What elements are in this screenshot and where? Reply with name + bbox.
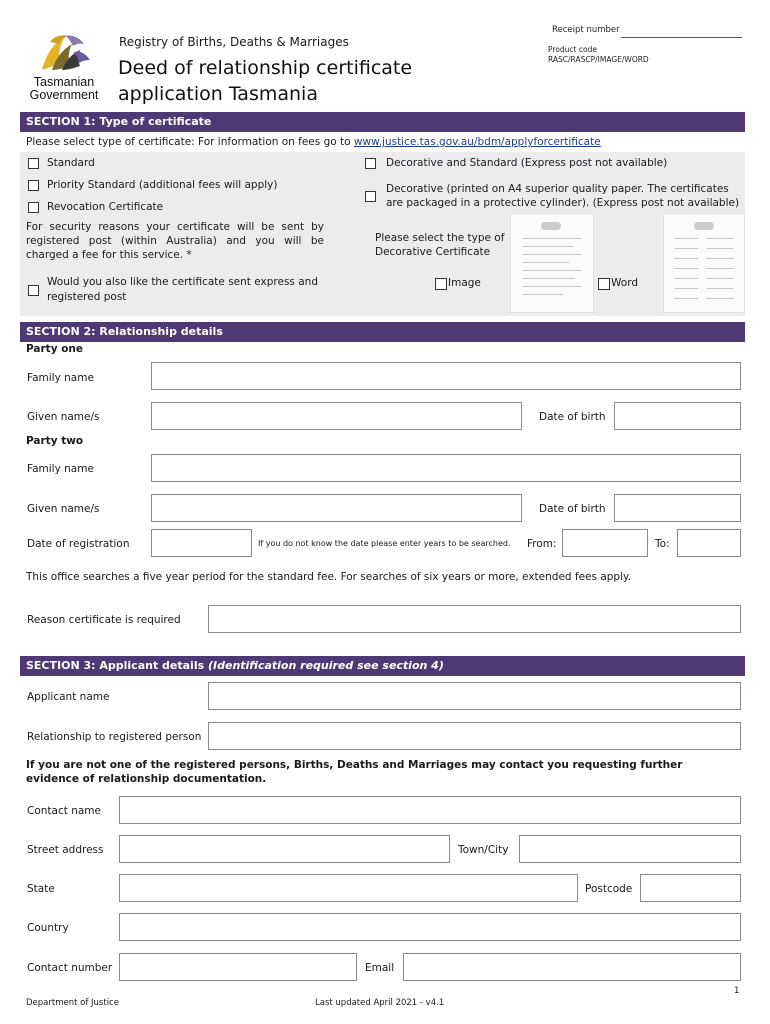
- page-title-line-2: application Tasmania: [118, 83, 318, 105]
- section-2-header: SECTION 2: Relationship details: [20, 322, 745, 342]
- contact-number-input[interactable]: [119, 953, 357, 981]
- product-code-label: Product code: [548, 45, 597, 54]
- security-note: For security reasons your certificate will be sent by registered post (within Australia) and you will be charged a fee for this service. *: [26, 221, 324, 261]
- image-certificate-preview: [510, 213, 594, 313]
- country-label: Country: [27, 922, 69, 934]
- evidence-notice-line-2: evidence of relationship documentation.: [26, 773, 267, 785]
- revocation-label: Revocation Certificate: [47, 201, 164, 213]
- decorative-type-prompt-line-1: Please select the type of: [375, 232, 505, 244]
- search-period-note: This office searches a five year period for the standard fee. For searches of six years or more, extended fees apply.: [26, 571, 632, 583]
- street-address-input[interactable]: [119, 835, 450, 863]
- state-label: State: [27, 883, 55, 895]
- party-two-dob-input[interactable]: [614, 494, 741, 522]
- search-from-label: From:: [527, 538, 557, 550]
- years-search-note: If you do not know the date please enter years to be searched.: [258, 539, 511, 548]
- logo-line-1: Tasmanian: [33, 75, 95, 89]
- street-address-label: Street address: [27, 844, 104, 856]
- party-one-heading: Party one: [26, 343, 84, 355]
- email-input[interactable]: [403, 953, 741, 981]
- section-3-title: SECTION 3: Applicant details: [26, 659, 208, 672]
- date-of-registration-input[interactable]: [151, 529, 252, 557]
- image-label: Image: [448, 277, 481, 289]
- image-checkbox[interactable]: [435, 278, 447, 290]
- party-two-family-name-label: Family name: [27, 463, 94, 475]
- decorative-and-standard-checkbox[interactable]: [365, 158, 376, 169]
- party-one-given-names-input[interactable]: [151, 402, 522, 430]
- state-input[interactable]: [119, 874, 578, 902]
- contact-number-label: Contact number: [27, 962, 113, 974]
- postcode-input[interactable]: [640, 874, 741, 902]
- standard-label: Standard: [47, 157, 95, 169]
- receipt-number-label: Receipt number: [552, 25, 620, 35]
- express-post-label-line-2: registered post: [47, 291, 127, 303]
- party-two-heading: Party two: [26, 435, 84, 447]
- decorative-label-line-2: are packaged in a protective cylinder). (Express post not available): [386, 197, 740, 209]
- email-label: Email: [365, 962, 395, 974]
- fees-link[interactable]: www.justice.tas.gov.au/bdm/applyforcertificate: [353, 136, 601, 148]
- party-two-given-names-label: Given name/s: [27, 503, 100, 515]
- decorative-checkbox[interactable]: [365, 191, 376, 202]
- tasmanian-government-logo-icon: [36, 30, 94, 78]
- section-1-header: SECTION 1: Type of certificate: [20, 112, 745, 132]
- contact-name-input[interactable]: [119, 796, 741, 824]
- party-one-dob-label: Date of birth: [539, 411, 606, 423]
- party-one-given-names-label: Given name/s: [27, 411, 100, 423]
- decorative-and-standard-label: Decorative and Standard (Express post not available): [386, 157, 668, 169]
- town-city-input[interactable]: [519, 835, 741, 863]
- priority-standard-checkbox[interactable]: [28, 180, 39, 191]
- section-3-header: [20, 656, 745, 676]
- word-checkbox[interactable]: [598, 278, 610, 290]
- priority-standard-label: Priority Standard (additional fees will apply): [47, 179, 278, 191]
- relationship-input[interactable]: [208, 722, 741, 750]
- reason-label: Reason certificate is required: [27, 614, 181, 626]
- contact-name-label: Contact name: [27, 805, 101, 817]
- express-post-label-line-1: Would you also like the certificate sent express and: [47, 276, 318, 288]
- word-label: Word: [611, 277, 638, 289]
- date-of-registration-label: Date of registration: [27, 538, 130, 550]
- applicant-name-input[interactable]: [208, 682, 741, 710]
- party-one-dob-input[interactable]: [614, 402, 741, 430]
- party-one-family-name-input[interactable]: [151, 362, 741, 390]
- evidence-notice-line-1: If you are not one of the registered persons, Births, Deaths and Marriages may contact you requesting further: [26, 759, 683, 771]
- applicant-name-label: Applicant name: [27, 691, 110, 703]
- product-code-value: RASC/RASCP/IMAGE/WORD: [548, 55, 649, 64]
- page-title-line-1: Deed of relationship certificate: [118, 57, 413, 79]
- footer-last-updated: Last updated April 2021 - v4.1: [315, 998, 445, 1008]
- word-certificate-preview: [663, 213, 745, 313]
- receipt-number-field[interactable]: [621, 37, 742, 38]
- footer-department: Department of Justice: [26, 998, 119, 1008]
- logo-line-2: Government: [29, 88, 99, 102]
- express-post-checkbox[interactable]: [28, 285, 39, 296]
- search-to-input[interactable]: [677, 529, 741, 557]
- reason-input[interactable]: [208, 605, 741, 633]
- search-from-input[interactable]: [562, 529, 648, 557]
- standard-checkbox[interactable]: [28, 158, 39, 169]
- search-to-label: To:: [655, 538, 670, 550]
- town-city-label: Town/City: [458, 844, 509, 856]
- party-two-family-name-input[interactable]: [151, 454, 741, 482]
- postcode-label: Postcode: [585, 883, 633, 895]
- decorative-label-line-1: Decorative (printed on A4 superior quality paper. The certificates: [386, 183, 729, 195]
- party-two-given-names-input[interactable]: [151, 494, 522, 522]
- country-input[interactable]: [119, 913, 741, 941]
- section-1-intro-text: Please select type of certificate: For information on fees go to: [26, 136, 354, 148]
- party-one-family-name-label: Family name: [27, 372, 94, 384]
- party-two-dob-label: Date of birth: [539, 503, 606, 515]
- decorative-type-prompt-line-2: Decorative Certificate: [375, 246, 491, 258]
- relationship-label: Relationship to registered person: [27, 731, 202, 743]
- agency-name: Registry of Births, Deaths & Marriages: [119, 35, 349, 49]
- section-3-id-note: (Identification required see section 4): [207, 659, 444, 672]
- revocation-checkbox[interactable]: [28, 202, 39, 213]
- page-number: 1: [734, 986, 740, 996]
- section-1-intro: [26, 136, 601, 148]
